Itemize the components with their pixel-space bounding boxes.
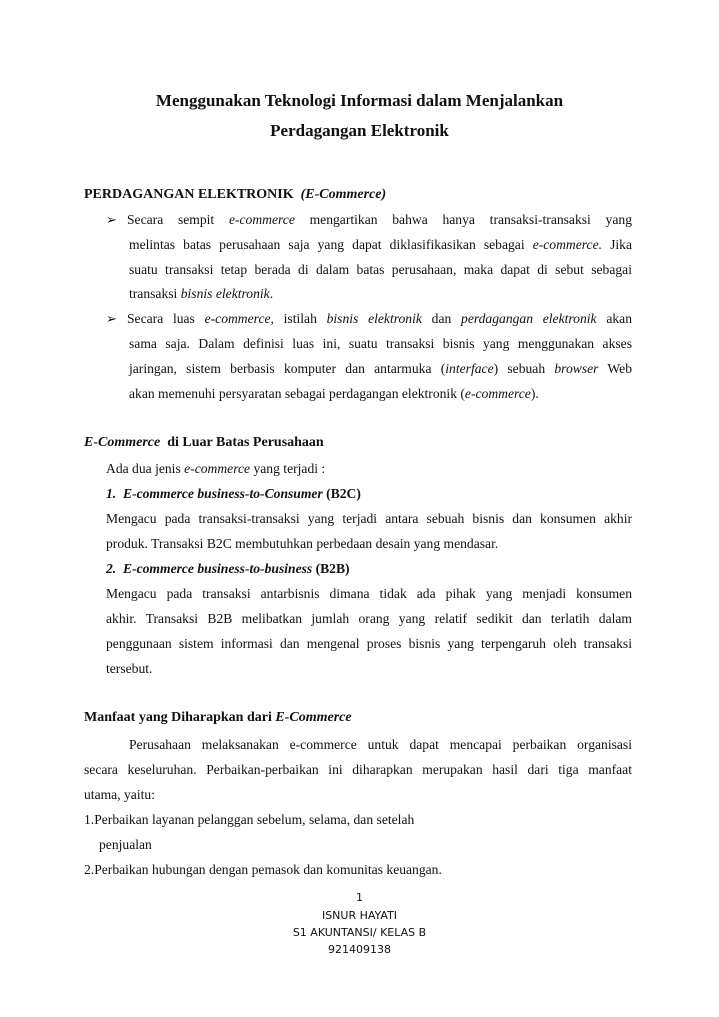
b2b-paragraph-line1: Mengacu pada transaksi antarbisnis dimana tidak ada pihak yang menjadi konsumen (106, 586, 632, 601)
manfaat-list-item-1-cont: penjualan (99, 837, 152, 852)
footer-class: S1 AKUNTANSI/ KELAS B (292, 926, 427, 939)
bullet2-line1: Secara luas e-commerce, istilah bisnis elektronik dan perdagangan elektronik akan (127, 311, 632, 326)
section-heading-ecommerce-luar-batas: E-Commerce di Luar Batas Perusahaan (84, 435, 324, 450)
bullet1-line4: transaksi bisnis elektronik. (129, 286, 274, 301)
manfaat-list-item-2: 2.Perbaikan hubungan dengan pemasok dan komunitas keuangan. (84, 862, 442, 877)
bullet1-line2: melintas batas perusahaan saja yang dapat diklasifikasikan sebagai e-commerce. Jika (129, 237, 633, 252)
bullet1-line1: Secara sempit e-commerce mengartikan bahwa hanya transaksi-transaksi yang (127, 212, 632, 227)
bullet2-line2: sama saja. Dalam definisi luas ini, suatu transaksi bisnis yang menggunakan akses (129, 336, 632, 351)
footer-author: ISNUR HAYATI (321, 909, 398, 922)
b2c-list-item: 1. E-commerce business-to-Consumer (B2C) (106, 486, 361, 501)
manfaat-paragraph-line2: secara keseluruhan. Perbaikan-perbaikan ini diharapkan merupakan hasil dari tiga manfaat (84, 762, 632, 777)
b2b-paragraph-line4: tersebut. (106, 661, 153, 676)
bullet2-line3: jaringan, sistem berbasis komputer dan antarmuka (interface) sebuah browser Web (129, 361, 633, 376)
manfaat-paragraph-line1: Perusahaan melaksanakan e-commerce untuk dapat mencapai perbaikan organisasi (129, 737, 632, 752)
section-heading-perdagangan-elektronik (84, 186, 386, 204)
section-heading-manfaat: Manfaat yang Diharapkan dari E-Commerce (84, 710, 352, 725)
manfaat-list-item-1: 1.Perbaikan layanan pelanggan sebelum, selama, dan setelah (84, 812, 415, 827)
b2b-paragraph-line2: akhir. Transaksi B2B melibatkan jumlah orang yang relatif sedikit dan terlatih dalam (106, 611, 632, 626)
b2b-list-item: 2. E-commerce business-to-business (B2B) (106, 561, 350, 576)
arrow-bullet-icon: ➢ (106, 212, 117, 227)
bullet2-line4: akan memenuhi persyaratan sebagai perdagangan elektronik (e-commerce). (129, 386, 539, 401)
bullet1-line3: suatu transaksi tetap berada di dalam batas perusahaan, maka dapat di sebut sebagai (129, 262, 632, 277)
footer-student-id: 921409138 (328, 943, 391, 956)
b2b-paragraph-line3: penggunaan sistem informasi dan mengenal proses bisnis yang terpengaruh oleh transaksi (106, 636, 632, 651)
b2c-paragraph-line1: Mengacu pada transaksi-transaksi yang terjadi antara sebuah bisnis dan konsumen akhir (106, 511, 632, 526)
heading-italic-text: (E-Commerce) (300, 187, 387, 202)
page-number: 1 (356, 891, 363, 904)
manfaat-paragraph-line3: utama, yaitu: (84, 787, 155, 802)
document-title-line-2: Perdagangan Elektronik (270, 121, 449, 140)
document-title-line-1: Menggunakan Teknologi Informasi dalam Menjalankan (155, 91, 564, 110)
arrow-bullet-icon: ➢ (106, 311, 117, 326)
section2-intro: Ada dua jenis e-commerce yang terjadi : (106, 461, 326, 476)
heading-text: PERDAGANGAN ELEKTRONIK (84, 187, 294, 202)
b2c-paragraph-line2: produk. Transaksi B2C membutuhkan perbedaan desain yang mendasar. (106, 536, 499, 551)
